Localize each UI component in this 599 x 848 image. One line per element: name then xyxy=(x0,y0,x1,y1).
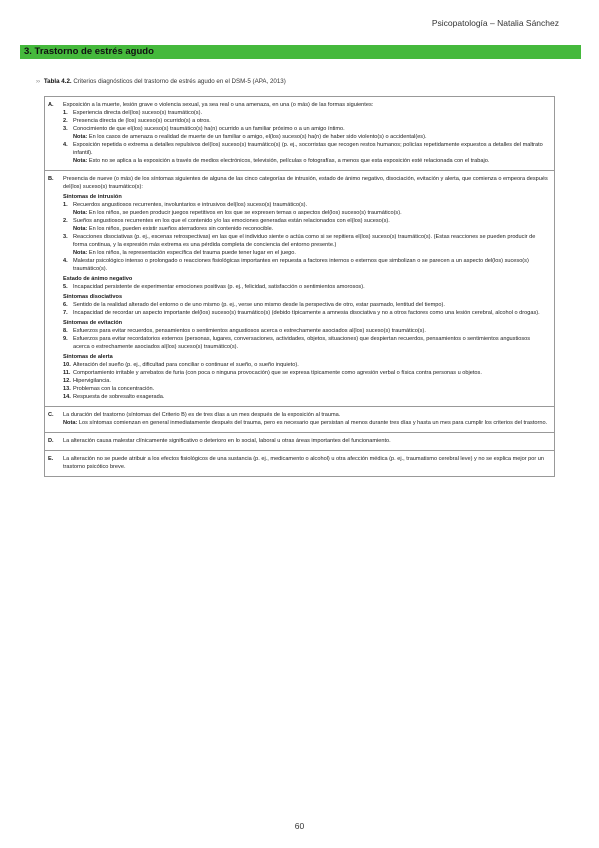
criterion-letter: C. xyxy=(48,412,54,418)
item-text: Esfuerzos para evitar recuerdos, pensamientos o sentimientos angustiosos acerca o estrechamente asociados al(los) suceso(s) traumático(s). xyxy=(73,328,426,334)
list-item xyxy=(63,283,548,291)
item-number: 7. xyxy=(63,310,68,316)
item-text: Esfuerzos para evitar recordatorios externos (personas, lugares, conversaciones, actividades, objetos, situaciones) que despiertan recuerdos, pensamientos o sentimientos angustiosos acerca o estrechamente asociados al(los) suceso(s) traumático(s). xyxy=(73,336,531,350)
item-text: Alteración del sueño (p. ej., dificultad para conciliar o continuar el sueño, o sueño inquieto). xyxy=(73,362,299,368)
criterion-c xyxy=(44,407,554,433)
list-item xyxy=(63,361,548,369)
criterion-a xyxy=(44,97,554,171)
item-number: 6. xyxy=(63,302,68,308)
list-item xyxy=(63,301,548,309)
item-text: Malestar psicológico intenso o prolongado o reacciones fisiológicas importantes en repuesta a factores internos o externos que simbolizan o se parecen a un aspecto del(los) suceso(s) traumático(s). xyxy=(73,258,529,272)
list-item xyxy=(63,117,548,125)
table-caption-label: Tabla 4.2. xyxy=(43,78,72,85)
item-number: 8. xyxy=(63,328,68,334)
item-text: Presencia directa de (los) suceso(s) ocurrido(s) a otros. xyxy=(73,118,211,124)
criterion-letter: B. xyxy=(48,176,54,182)
list-item xyxy=(63,385,548,393)
item-note xyxy=(73,157,548,165)
table-caption-text: Criterios diagnósticos del trastorno de estrés agudo en el DSM-5 (APA, 2013) xyxy=(73,78,286,85)
criterion-letter: D. xyxy=(48,438,54,444)
item-number: 5. xyxy=(63,284,68,290)
item-text: Respuesta de sobresalto exagerada. xyxy=(73,394,165,400)
item-number: 13. xyxy=(63,386,71,392)
item-note xyxy=(73,249,548,257)
group-title: Síntomas de intrusión xyxy=(63,194,122,200)
list-item xyxy=(63,257,548,273)
item-text: Sueños angustiosos recurrentes en los que el contenido y/o las emociones generadas están relacionados con el(los) suceso(s). xyxy=(73,218,390,224)
criterion-b xyxy=(44,171,554,407)
criterion-e xyxy=(44,451,554,477)
group-title: Estado de ánimo negativo xyxy=(63,276,133,282)
item-text: Incapacidad de recordar un aspecto importante del(los) suceso(s) traumático(s) (debido típicamente a amnesia disociativa y no a otros factores como una lesión cerebral, alcohol o drogas). xyxy=(73,310,540,316)
criterion-intro: Exposición a la muerte, lesión grave o violencia sexual, ya sea real o una amenaza, en una (o más) de las formas siguientes: xyxy=(63,102,374,108)
item-note xyxy=(73,225,548,233)
list-item xyxy=(63,233,548,257)
item-number: 3. xyxy=(63,126,68,132)
list-item xyxy=(63,141,548,165)
item-text: Sentido de la realidad alterado del entorno o de uno mismo (p. ej., verse uno mismo desde la perspectiva de otro, estar pasmado, lentitud del tiempo). xyxy=(73,302,445,308)
list-item xyxy=(63,109,548,117)
item-number: 12. xyxy=(63,378,71,384)
item-number: 4. xyxy=(63,258,68,264)
item-note xyxy=(73,209,548,217)
list-item xyxy=(63,369,548,377)
group-title: Síntomas disociativos xyxy=(63,294,123,300)
note-label: Nota: xyxy=(63,420,78,426)
item-text: Exposición repetida o extrema a detalles repulsivos del(los) suceso(s) traumático(s) (p. ej., socorristas que recogen restos humanos; policías repetidamente expuestos a detalles del maltrato infantil). xyxy=(73,142,543,156)
note-label: Nota: xyxy=(73,158,88,164)
list-item xyxy=(63,201,548,217)
double-chevron-icon: ›› xyxy=(36,78,41,85)
note-label: Nota: xyxy=(73,250,88,256)
page-number: 60 xyxy=(294,821,305,831)
criterion-letter: E. xyxy=(48,456,54,462)
item-text: Problemas con la concentración. xyxy=(73,386,155,392)
item-number: 4. xyxy=(63,142,68,148)
criterion-text: La alteración causa malestar clínicamente significativo o deterioro en lo social, laboral u otras áreas importantes del funcionamiento. xyxy=(63,438,391,444)
criterion-text: La alteración no se puede atribuir a los efectos fisiológicos de una sustancia (p. ej., medicamento o alcohol) u otra afección médica (p. ej., traumatismo cerebral leve) y no se explica mejor por un trastorno psicótico breve. xyxy=(63,456,545,470)
group-title: Síntomas de alerta xyxy=(63,354,113,360)
running-header: Psicopatología – Natalia Sánchez xyxy=(431,18,559,28)
criterion-intro: Presencia de nueve (o más) de los síntomas siguientes de alguna de las cinco categorías de intrusión, estado de ánimo negativo, disociación, evitación y alerta, que comienza o empeora después del(los) suceso(s) traumático(s): xyxy=(63,176,548,190)
item-text: Incapacidad persistente de experimentar emociones positivas (p. ej., felicidad, satisfacción o sentimientos amorosos). xyxy=(73,284,365,290)
item-number: 11. xyxy=(63,370,71,376)
group-title: Síntomas de evitación xyxy=(63,320,123,326)
item-text: Reacciones disociativas (p. ej., escenas retrospectivas) en las que el individuo siente o actúa como si se repitiera el(los) suceso(s) traumático(s). (Estas reacciones se pueden producir de forma continua, y la expresión más extrema es una pérdida completa de conciencia del entorno presente.) xyxy=(73,234,536,248)
note-text: Esto no se aplica a la exposición a través de medios electrónicos, televisión, películas o fotografías, a menos que esta exposición esté relacionada con el trabajo. xyxy=(88,158,490,164)
criterion-text: La duración del trastorno (síntomas del Criterio B) es de tres días a un mes después de la exposición al trauma. xyxy=(63,412,341,418)
criterion-letter: A. xyxy=(48,102,54,108)
item-number: 14. xyxy=(63,394,71,400)
item-number: 1. xyxy=(63,110,68,116)
table-caption xyxy=(36,78,286,85)
item-number: 2. xyxy=(63,118,68,124)
item-text: Conocimiento de que el(los) suceso(s) traumático(s) ha(n) ocurrido a un familiar próximo o a un amigo íntimo. xyxy=(73,126,345,132)
item-text: Recuerdos angustiosos recurrentes, involuntarios e intrusivos del(los) suceso(s) traumático(s). xyxy=(73,202,308,208)
note-text: En los niños, se pueden producir juegos repetitivos en los que se expresen temas o aspectos del(los) suceso(s) traumático(s). xyxy=(88,210,402,216)
item-text: Comportamiento irritable y arrebatos de furia (con poca o ninguna provocación) que se expresa típicamente como agresión verbal o física contra personas u objetos. xyxy=(73,370,482,376)
list-item xyxy=(63,125,548,141)
item-number: 3. xyxy=(63,234,68,240)
item-number: 9. xyxy=(63,336,68,342)
section-title: 3. Trastorno de estrés agudo xyxy=(20,45,581,59)
item-number: 10. xyxy=(63,362,71,368)
note-label: Nota: xyxy=(73,226,88,232)
note-text: Los síntomas comienzan en general inmediatamente después del trauma, pero es necesario que persistan al menos durante tres días y hasta un mes para cumplir los criterios del trastorno. xyxy=(78,420,548,426)
item-number: 2. xyxy=(63,218,68,224)
item-text: Hipervigilancia. xyxy=(73,378,111,384)
note-text: En los niños, la representación específica del trauma puede tener lugar en el juego. xyxy=(88,250,296,256)
list-item xyxy=(63,327,548,335)
note-text: En los niños, pueden existir sueños aterradores sin contenido reconocible. xyxy=(88,226,274,232)
list-item xyxy=(63,393,548,401)
item-text: Experiencia directa del(los) suceso(s) traumático(s). xyxy=(73,110,203,116)
note-text: En los casos de amenaza o realidad de muerte de un familiar o amigo, el(los) suceso(s) ha(n) de haber sido violento(s) o accidental(es). xyxy=(88,134,427,140)
item-note xyxy=(73,133,548,141)
list-item xyxy=(63,335,548,351)
criterion-note xyxy=(63,419,548,427)
criterion-d xyxy=(44,433,554,451)
list-item xyxy=(63,377,548,385)
list-item xyxy=(63,309,548,317)
note-label: Nota: xyxy=(73,210,88,216)
note-label: Nota: xyxy=(73,134,88,140)
list-item xyxy=(63,217,548,233)
criteria-table xyxy=(44,96,555,477)
item-number: 1. xyxy=(63,202,68,208)
